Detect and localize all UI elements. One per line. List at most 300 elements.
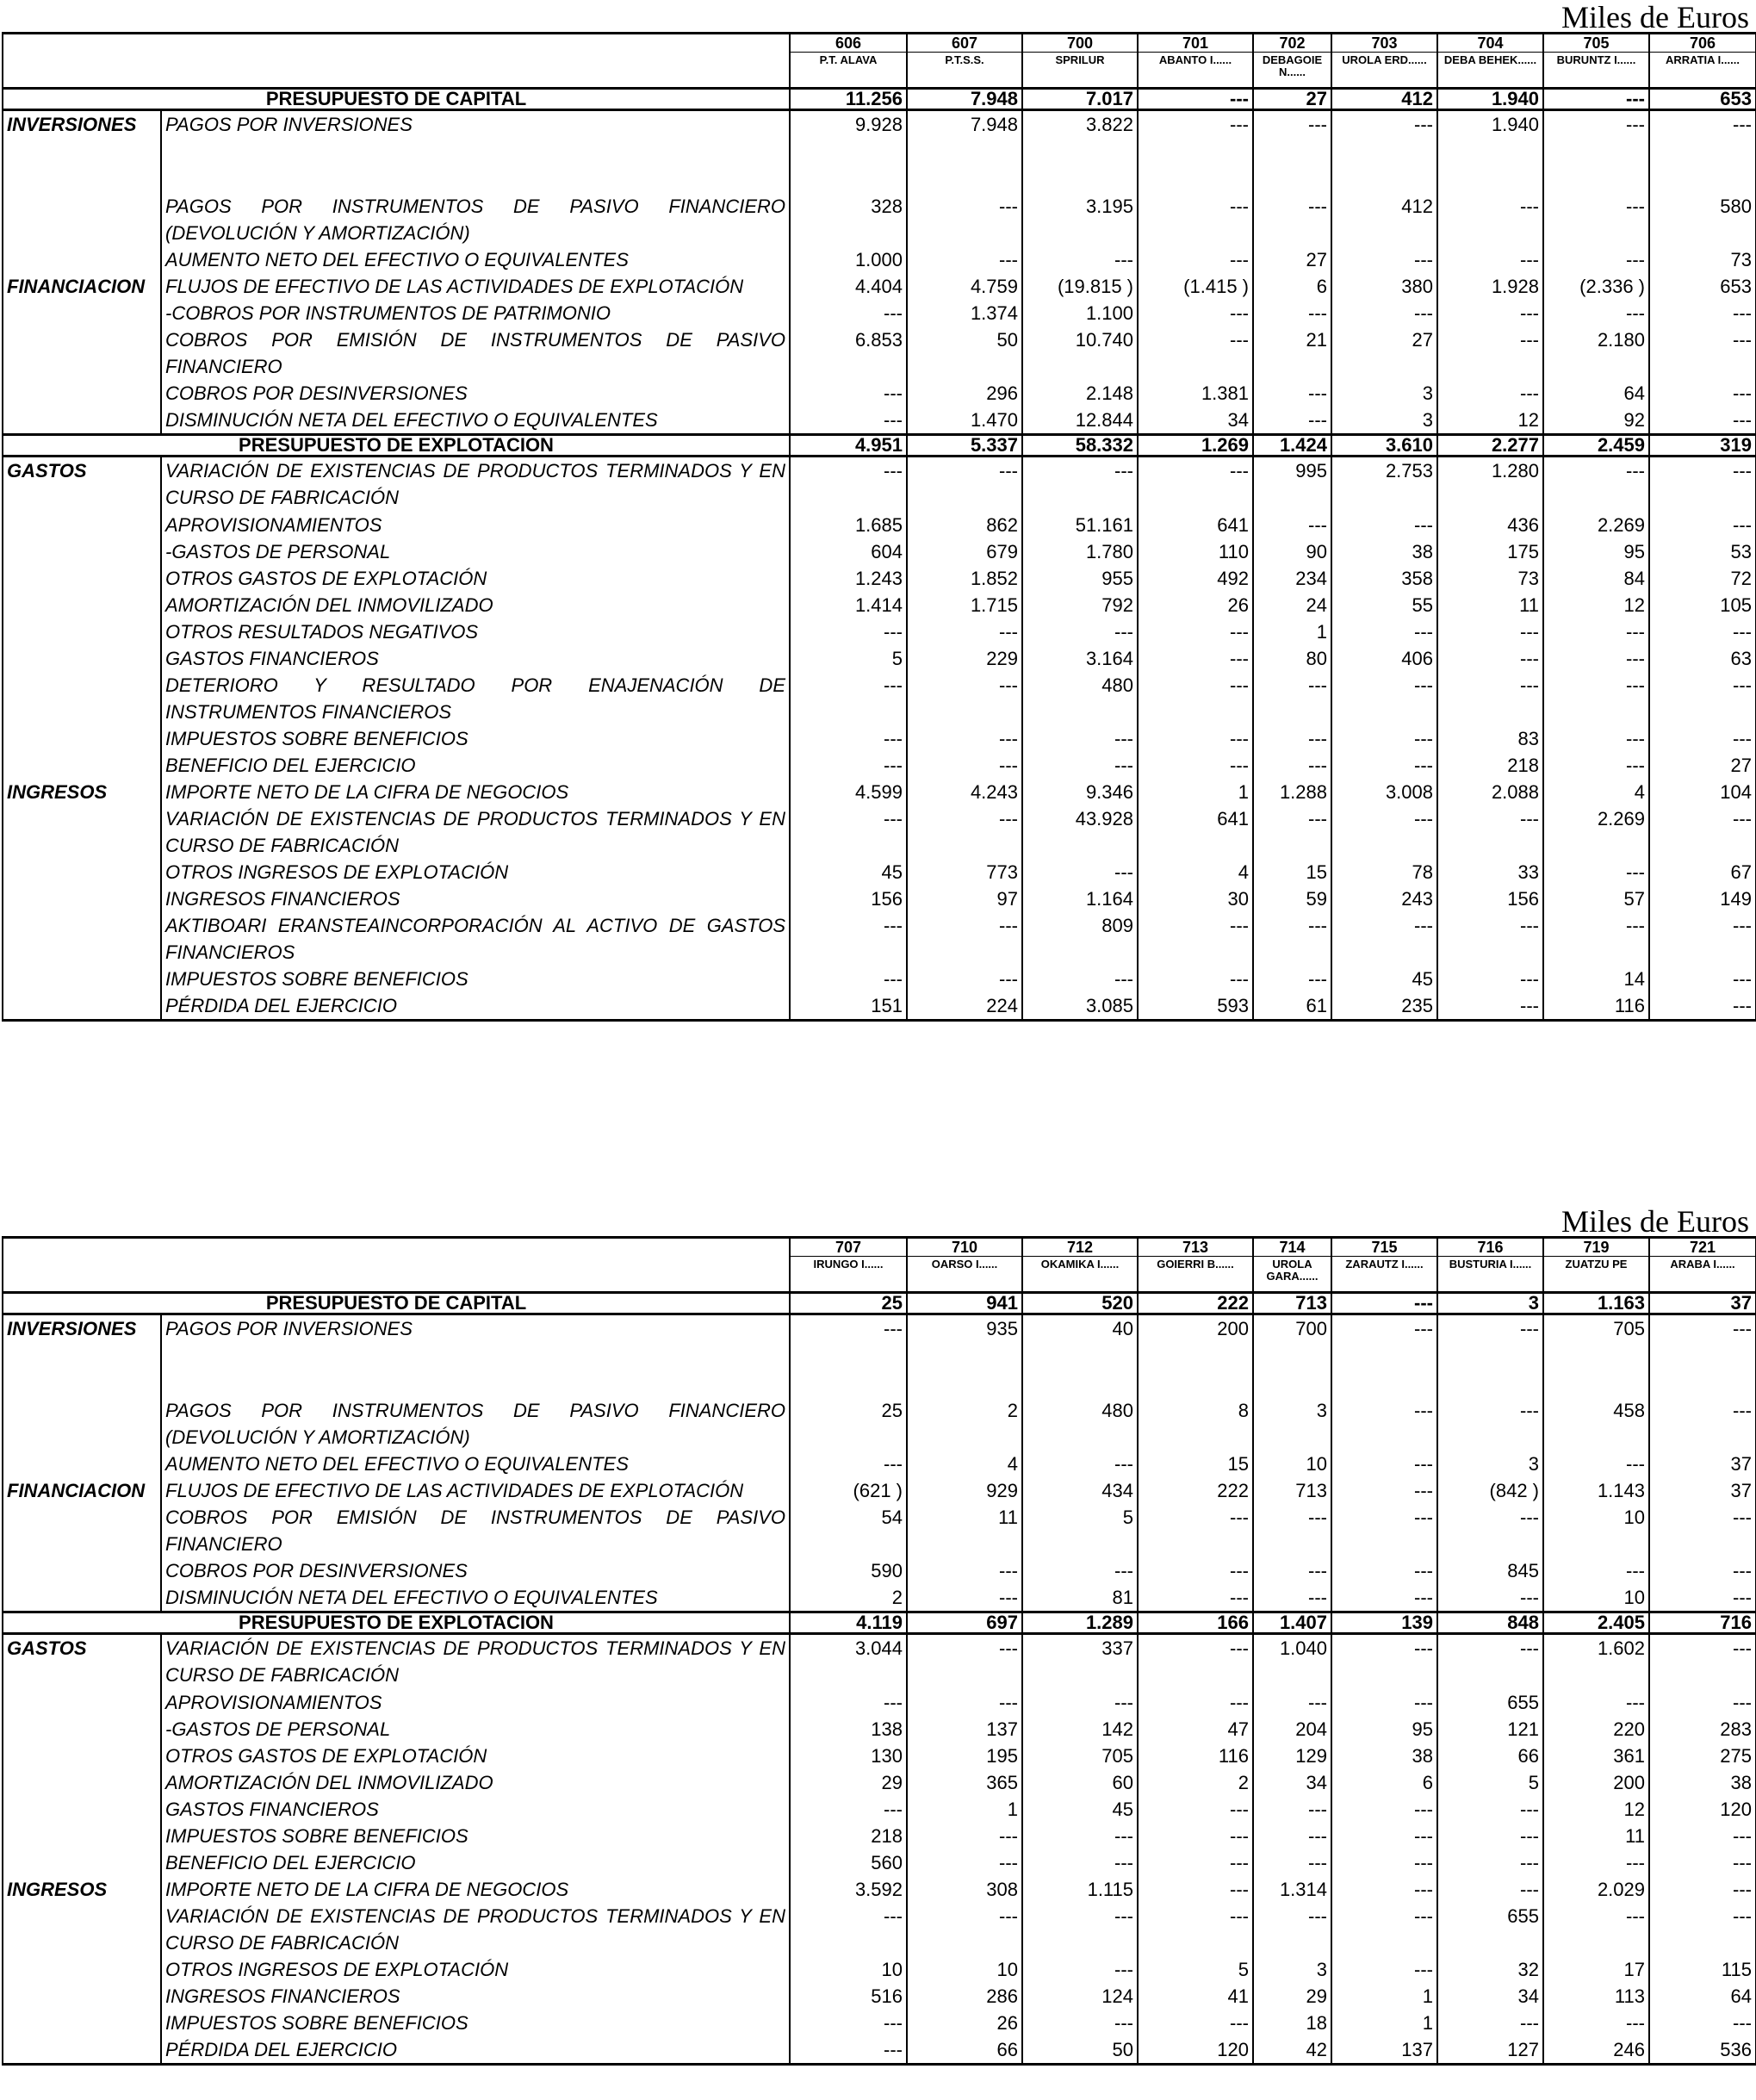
row-group: INGRESOS <box>3 1876 161 1903</box>
column-code: 704 <box>1437 34 1543 53</box>
row-value: 3 <box>1331 407 1437 435</box>
row-label: IMPUESTOS SOBRE BENEFICIOS <box>161 2010 790 2036</box>
section-total-row <box>3 89 1756 110</box>
row-value: 18 <box>1253 2010 1331 2036</box>
row-group <box>3 672 161 725</box>
row-value: 6 <box>1331 1769 1437 1796</box>
column-name: IRUNGO I...... <box>790 1257 907 1293</box>
row-value: --- <box>1138 1849 1253 1876</box>
table-row <box>3 1956 1756 1983</box>
section-total: 716 <box>1649 1612 1756 1633</box>
section-total-row <box>3 1612 1756 1633</box>
row-value: --- <box>1253 966 1331 992</box>
row-value: 380 <box>1331 273 1437 300</box>
row-value: --- <box>1649 1633 1756 1689</box>
row-value: --- <box>1253 1796 1331 1823</box>
row-value: --- <box>790 407 907 435</box>
table-row <box>3 912 1756 966</box>
row-value: 641 <box>1138 512 1253 538</box>
row-value: 151 <box>790 992 907 1021</box>
section-total: 2.405 <box>1543 1612 1649 1633</box>
row-value: --- <box>1331 672 1437 725</box>
table-row <box>3 512 1756 538</box>
row-value: 955 <box>1022 565 1138 592</box>
row-label: PAGOS POR INVERSIONES <box>161 110 790 166</box>
row-label: GASTOS FINANCIEROS <box>161 1796 790 1823</box>
row-group <box>3 1796 161 1823</box>
column-name: ZARAUTZ I...... <box>1331 1257 1437 1293</box>
row-value: 2 <box>790 1584 907 1612</box>
row-value: 81 <box>1022 1584 1138 1612</box>
table-row <box>3 992 1756 1021</box>
section-total: 2.459 <box>1543 434 1649 456</box>
section-total: 139 <box>1331 1612 1437 1633</box>
table-row <box>3 1451 1756 1477</box>
row-value: --- <box>1022 1689 1138 1716</box>
table-row <box>3 1983 1756 2010</box>
row-value: 218 <box>1437 752 1543 779</box>
row-value: --- <box>1253 672 1331 725</box>
row-label: INGRESOS FINANCIEROS <box>161 885 790 912</box>
row-value: --- <box>1649 1557 1756 1584</box>
row-value: 1.115 <box>1022 1876 1138 1903</box>
row-value: 137 <box>907 1716 1022 1743</box>
row-value: 127 <box>1437 2036 1543 2065</box>
row-value: --- <box>1138 300 1253 326</box>
row-value: 104 <box>1649 779 1756 805</box>
row-value: --- <box>1649 1584 1756 1612</box>
row-value: --- <box>1331 1477 1437 1504</box>
row-value: --- <box>1543 1557 1649 1584</box>
row-value: 26 <box>907 2010 1022 2036</box>
row-value: 862 <box>907 512 1022 538</box>
row-label: OTROS INGRESOS DE EXPLOTACIÓN <box>161 859 790 885</box>
row-value: --- <box>790 456 907 512</box>
row-value: --- <box>790 2010 907 2036</box>
row-value: --- <box>1138 1689 1253 1716</box>
row-value: 3 <box>1331 380 1437 407</box>
table-row <box>3 1557 1756 1584</box>
row-value: 84 <box>1543 565 1649 592</box>
row-value: --- <box>1543 859 1649 885</box>
row-value: --- <box>1649 1903 1756 1956</box>
section-total: 1.424 <box>1253 434 1331 456</box>
column-code: 710 <box>907 1238 1022 1257</box>
row-value: 83 <box>1437 725 1543 752</box>
row-label: AMORTIZACIÓN DEL INMOVILIZADO <box>161 592 790 618</box>
row-value: 15 <box>1138 1451 1253 1477</box>
row-label: PAGOS POR INVERSIONES <box>161 1314 790 1370</box>
row-value: --- <box>1649 380 1756 407</box>
row-value: --- <box>1649 326 1756 380</box>
row-value: --- <box>1331 912 1437 966</box>
row-group <box>3 966 161 992</box>
table-row <box>3 645 1756 672</box>
row-value: --- <box>1022 966 1138 992</box>
row-value: 1.280 <box>1437 456 1543 512</box>
row-value: 67 <box>1649 859 1756 885</box>
row-value: 33 <box>1437 859 1543 885</box>
row-value: 72 <box>1649 565 1756 592</box>
section-title: PRESUPUESTO DE EXPLOTACION <box>3 434 790 456</box>
row-value: 434 <box>1022 1477 1138 1504</box>
row-value: 3 <box>1437 1451 1543 1477</box>
column-code: 716 <box>1437 1238 1543 1257</box>
row-value: 809 <box>1022 912 1138 966</box>
row-value: --- <box>1437 1849 1543 1876</box>
row-group <box>3 1743 161 1769</box>
row-value: 1.314 <box>1253 1876 1331 1903</box>
row-group <box>3 1823 161 1849</box>
row-value: --- <box>1649 1876 1756 1903</box>
row-value: --- <box>1138 672 1253 725</box>
row-value: --- <box>1331 752 1437 779</box>
row-value: --- <box>1253 512 1331 538</box>
row-value: 12 <box>1543 1796 1649 1823</box>
row-value: 653 <box>1649 273 1756 300</box>
row-value: --- <box>1138 645 1253 672</box>
row-label: COBROS POR DESINVERSIONES <box>161 380 790 407</box>
column-name: UROLA ERD...... <box>1331 53 1437 89</box>
row-value: --- <box>1331 1504 1437 1557</box>
row-value: --- <box>1649 2010 1756 2036</box>
row-value: --- <box>907 1823 1022 1849</box>
row-label: DISMINUCIÓN NETA DEL EFECTIVO O EQUIVALENTES <box>161 407 790 435</box>
row-value: --- <box>1543 2010 1649 2036</box>
table-row <box>3 1903 1756 1956</box>
row-value: 1 <box>1331 2010 1437 2036</box>
row-value: 361 <box>1543 1743 1649 1769</box>
section-total: 58.332 <box>1022 434 1138 456</box>
row-value: 27 <box>1331 326 1437 380</box>
section-total-row <box>3 1293 1756 1314</box>
row-group <box>3 912 161 966</box>
row-value: --- <box>790 1903 907 1956</box>
row-value: 142 <box>1022 1716 1138 1743</box>
row-value: --- <box>907 618 1022 645</box>
row-value: 129 <box>1253 1743 1331 1769</box>
row-value: 1 <box>907 1796 1022 1823</box>
row-label: OTROS GASTOS DE EXPLOTACIÓN <box>161 565 790 592</box>
row-value: --- <box>907 1633 1022 1689</box>
column-code: 701 <box>1138 34 1253 53</box>
row-label: APROVISIONAMIENTOS <box>161 1689 790 1716</box>
column-name: UROLA GARA...... <box>1253 1257 1331 1293</box>
row-label: -COBROS POR INSTRUMENTOS DE PATRIMONIO <box>161 300 790 326</box>
row-group: GASTOS <box>3 456 161 512</box>
row-value: 59 <box>1253 885 1331 912</box>
row-value: 536 <box>1649 2036 1756 2065</box>
row-value: --- <box>1649 110 1756 166</box>
row-group: GASTOS <box>3 1633 161 1689</box>
section-total: 5.337 <box>907 434 1022 456</box>
row-value: --- <box>907 672 1022 725</box>
row-value: 45 <box>790 859 907 885</box>
row-value: --- <box>1543 110 1649 166</box>
row-value: 6 <box>1253 273 1331 300</box>
section-total: --- <box>1331 1293 1437 1314</box>
row-value: 60 <box>1022 1769 1138 1796</box>
row-label: PÉRDIDA DEL EJERCICIO <box>161 992 790 1021</box>
column-name: ARABA I...... <box>1649 1257 1756 1293</box>
table-row <box>3 538 1756 565</box>
column-code: 706 <box>1649 34 1756 53</box>
row-value: --- <box>1331 1849 1437 1876</box>
row-value: 97 <box>907 885 1022 912</box>
row-value: 3.085 <box>1022 992 1138 1021</box>
row-value: --- <box>790 1796 907 1823</box>
row-label: DISMINUCIÓN NETA DEL EFECTIVO O EQUIVALENTES <box>161 1584 790 1612</box>
row-value: 50 <box>907 326 1022 380</box>
row-value: --- <box>1649 1689 1756 1716</box>
header-blank <box>3 34 790 53</box>
row-value: --- <box>907 805 1022 859</box>
row-value: --- <box>1543 752 1649 779</box>
row-value: 34 <box>1253 1769 1331 1796</box>
table-row <box>3 1477 1756 1504</box>
row-value: 480 <box>1022 1370 1138 1451</box>
row-value: 1.381 <box>1138 380 1253 407</box>
row-value: --- <box>1437 380 1543 407</box>
header-blank <box>3 1238 790 1257</box>
row-value: --- <box>1543 1849 1649 1876</box>
row-value: --- <box>1022 456 1138 512</box>
row-label: IMPORTE NETO DE LA CIFRA DE NEGOCIOS <box>161 779 790 805</box>
row-value: --- <box>1437 1823 1543 1849</box>
row-value: --- <box>790 805 907 859</box>
row-value: 95 <box>1543 538 1649 565</box>
row-value: --- <box>1331 618 1437 645</box>
table-row <box>3 859 1756 885</box>
row-value: --- <box>1649 512 1756 538</box>
section-total: 27 <box>1253 89 1331 110</box>
row-label: OTROS INGRESOS DE EXPLOTACIÓN <box>161 1956 790 1983</box>
column-code: 705 <box>1543 34 1649 53</box>
row-value: 1.928 <box>1437 273 1543 300</box>
row-value: 80 <box>1253 645 1331 672</box>
unit-label: Miles de Euros <box>1561 0 1749 34</box>
row-value: 560 <box>790 1849 907 1876</box>
row-value: --- <box>1022 725 1138 752</box>
row-group <box>3 300 161 326</box>
row-value: --- <box>1437 2010 1543 2036</box>
row-value: 436 <box>1437 512 1543 538</box>
row-value: 641 <box>1138 805 1253 859</box>
row-value: --- <box>1253 752 1331 779</box>
row-value: 10 <box>1543 1504 1649 1557</box>
row-value: (621 ) <box>790 1477 907 1504</box>
row-value: --- <box>1437 1633 1543 1689</box>
table-row <box>3 1769 1756 1796</box>
row-value: 200 <box>1138 1314 1253 1370</box>
row-label: AMORTIZACIÓN DEL INMOVILIZADO <box>161 1769 790 1796</box>
section-title: PRESUPUESTO DE CAPITAL <box>3 89 790 110</box>
row-value: 713 <box>1253 1477 1331 1504</box>
row-value: --- <box>1138 618 1253 645</box>
row-value: --- <box>790 380 907 407</box>
row-value: --- <box>907 752 1022 779</box>
row-value: --- <box>1331 725 1437 752</box>
column-code: 707 <box>790 1238 907 1257</box>
row-value: 27 <box>1253 246 1331 273</box>
row-value: --- <box>1253 1557 1331 1584</box>
row-value: 7.948 <box>907 110 1022 166</box>
row-value: 21 <box>1253 326 1331 380</box>
table-row <box>3 1689 1756 1716</box>
column-name: DEBAGOIE N...... <box>1253 53 1331 89</box>
row-value: 229 <box>907 645 1022 672</box>
row-group <box>3 565 161 592</box>
row-value: 116 <box>1543 992 1649 1021</box>
row-label: VARIACIÓN DE EXISTENCIAS DE PRODUCTOS TERMINADOS Y EN CURSO DE FABRICACIÓN <box>161 1633 790 1689</box>
row-value: 4 <box>1543 779 1649 805</box>
row-value: 115 <box>1649 1956 1756 1983</box>
row-label: VARIACIÓN DE EXISTENCIAS DE PRODUCTOS TERMINADOS Y EN CURSO DE FABRICACIÓN <box>161 456 790 512</box>
row-value: --- <box>907 1584 1022 1612</box>
row-value: --- <box>1437 1876 1543 1903</box>
row-label: FLUJOS DE EFECTIVO DE LAS ACTIVIDADES DE EXPLOTACIÓN <box>161 273 790 300</box>
row-value: --- <box>1649 456 1756 512</box>
row-value: 2.029 <box>1543 1876 1649 1903</box>
row-value: --- <box>1331 1796 1437 1823</box>
row-value: 406 <box>1331 645 1437 672</box>
row-value: --- <box>1649 966 1756 992</box>
row-value: --- <box>1543 1689 1649 1716</box>
row-value: --- <box>1649 1370 1756 1451</box>
row-group <box>3 752 161 779</box>
row-value: 124 <box>1022 1983 1138 2010</box>
row-value: --- <box>1331 1876 1437 1903</box>
table-row <box>3 672 1756 725</box>
row-value: --- <box>1331 1633 1437 1689</box>
column-code: 721 <box>1649 1238 1756 1257</box>
row-value: 11 <box>1437 592 1543 618</box>
row-value: --- <box>1543 618 1649 645</box>
row-value: --- <box>907 1689 1022 1716</box>
row-value: 14 <box>1543 966 1649 992</box>
header-blank <box>3 1257 790 1293</box>
table-row <box>3 407 1756 435</box>
row-value: --- <box>1253 300 1331 326</box>
row-value: --- <box>1253 407 1331 435</box>
column-code: 714 <box>1253 1238 1331 1257</box>
financial-table <box>2 1236 1756 2066</box>
row-value: 10 <box>1253 1451 1331 1477</box>
row-value: 3.044 <box>790 1633 907 1689</box>
row-value: --- <box>1022 752 1138 779</box>
column-code: 713 <box>1138 1238 1253 1257</box>
row-label: -GASTOS DE PERSONAL <box>161 538 790 565</box>
row-value: 37 <box>1649 1451 1756 1477</box>
table-row <box>3 1823 1756 1849</box>
row-value: 580 <box>1649 166 1756 246</box>
row-group <box>3 1849 161 1876</box>
header-code-row <box>3 1238 1756 1257</box>
row-value: 4.243 <box>907 779 1022 805</box>
column-code: 712 <box>1022 1238 1138 1257</box>
row-value: 51.161 <box>1022 512 1138 538</box>
row-group <box>3 1716 161 1743</box>
row-value: --- <box>1022 1849 1138 1876</box>
row-value: 90 <box>1253 538 1331 565</box>
row-value: --- <box>907 166 1022 246</box>
section-total: 11.256 <box>790 89 907 110</box>
row-label: OTROS RESULTADOS NEGATIVOS <box>161 618 790 645</box>
row-value: --- <box>1253 1849 1331 1876</box>
row-value: 655 <box>1437 1903 1543 1956</box>
row-value: --- <box>1253 1504 1331 1557</box>
row-value: 110 <box>1138 538 1253 565</box>
row-value: 38 <box>1649 1769 1756 1796</box>
unit-label: Miles de Euros <box>1561 1204 1749 1239</box>
row-value: 120 <box>1138 2036 1253 2065</box>
section-total: 1.163 <box>1543 1293 1649 1314</box>
row-value: 286 <box>907 1983 1022 2010</box>
column-name: ZUATZU PE <box>1543 1257 1649 1293</box>
row-label: AUMENTO NETO DEL EFECTIVO O EQUIVALENTES <box>161 246 790 273</box>
row-value: 308 <box>907 1876 1022 1903</box>
row-value: --- <box>1649 300 1756 326</box>
table-row <box>3 779 1756 805</box>
section-total-row <box>3 434 1756 456</box>
row-label: IMPORTE NETO DE LA CIFRA DE NEGOCIOS <box>161 1876 790 1903</box>
row-value: 4 <box>1138 859 1253 885</box>
row-value: 3.592 <box>790 1876 907 1903</box>
section-total: 3 <box>1437 1293 1543 1314</box>
row-group <box>3 592 161 618</box>
row-value: --- <box>1331 300 1437 326</box>
row-value: 1.288 <box>1253 779 1331 805</box>
row-value: 130 <box>790 1743 907 1769</box>
row-value: --- <box>1138 1903 1253 1956</box>
row-value: 8 <box>1138 1370 1253 1451</box>
row-group <box>3 2036 161 2065</box>
row-value: --- <box>1543 246 1649 273</box>
table-row <box>3 885 1756 912</box>
section-total: 1.940 <box>1437 89 1543 110</box>
section-total: 4.951 <box>790 434 907 456</box>
row-value: 10 <box>907 1956 1022 1983</box>
row-value: --- <box>1138 1584 1253 1612</box>
row-value: --- <box>1138 1796 1253 1823</box>
row-value: 590 <box>790 1557 907 1584</box>
row-value: --- <box>1022 1956 1138 1983</box>
row-value: --- <box>1649 672 1756 725</box>
row-value: --- <box>1138 456 1253 512</box>
row-value: 25 <box>790 1370 907 1451</box>
table-row <box>3 300 1756 326</box>
table-row <box>3 1504 1756 1557</box>
row-value: --- <box>1543 672 1649 725</box>
row-label: AKTIBOARI ERANSTEAINCORPORACIÓN AL ACTIVO DE GASTOS FINANCIEROS <box>161 912 790 966</box>
row-value: 156 <box>1437 885 1543 912</box>
row-value: --- <box>907 1903 1022 1956</box>
row-value: 204 <box>1253 1716 1331 1743</box>
row-value: --- <box>907 725 1022 752</box>
row-value: --- <box>1437 166 1543 246</box>
section-total: --- <box>1543 89 1649 110</box>
row-value: 1.852 <box>907 565 1022 592</box>
section-total: 1.269 <box>1138 434 1253 456</box>
row-group <box>3 1370 161 1451</box>
column-code: 702 <box>1253 34 1331 53</box>
row-group <box>3 1504 161 1557</box>
row-label: AUMENTO NETO DEL EFECTIVO O EQUIVALENTES <box>161 1451 790 1477</box>
section-total: 37 <box>1649 1293 1756 1314</box>
row-value: --- <box>1649 725 1756 752</box>
row-value: 296 <box>907 380 1022 407</box>
row-value: --- <box>907 1849 1022 1876</box>
